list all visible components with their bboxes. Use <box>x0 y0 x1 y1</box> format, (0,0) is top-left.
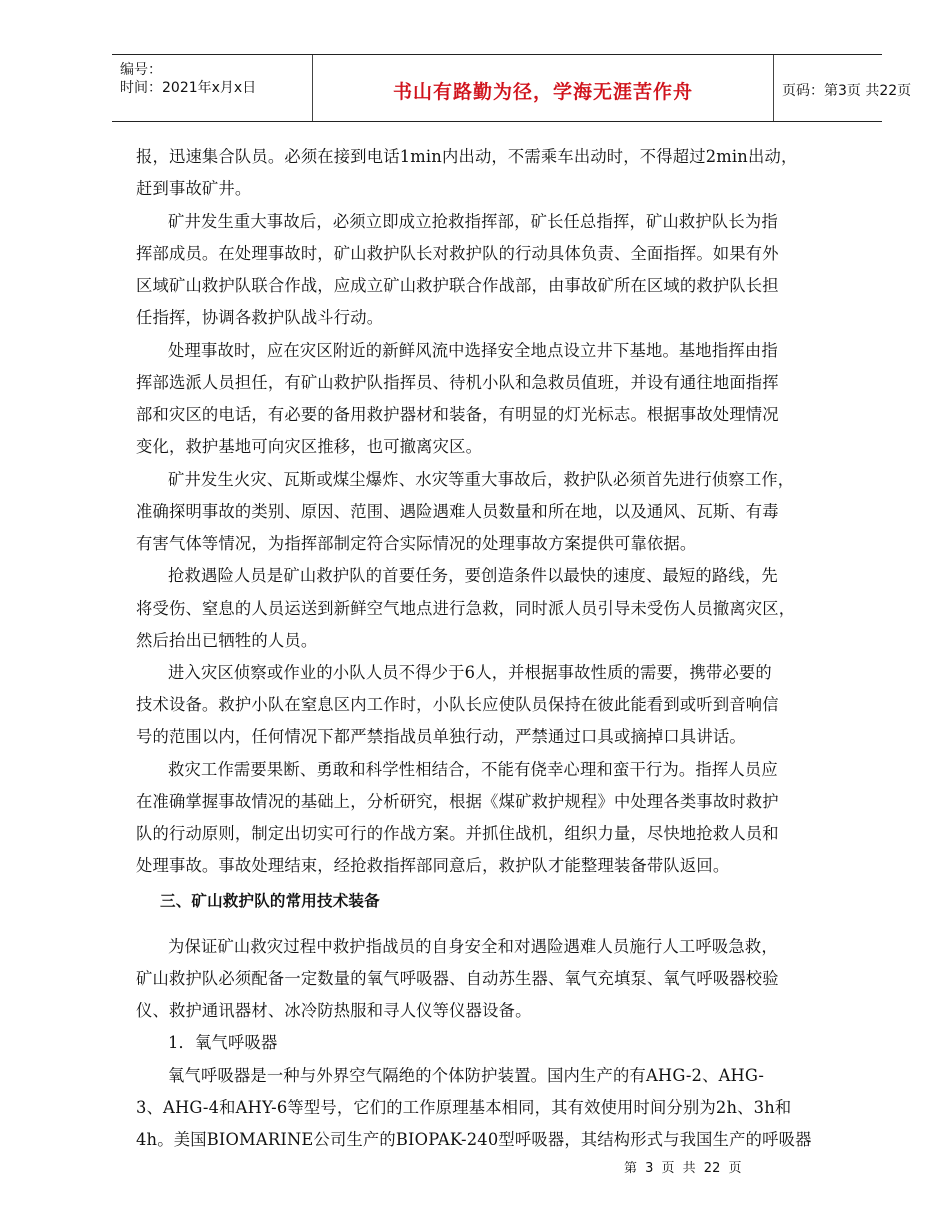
paragraph-start-line: 矿井发生重大事故后，必须立即成立抢救指挥部，矿长任总指挥，矿山救护队长为指 <box>168 212 778 231</box>
document-time-label: 时间：2021年x月x日 <box>120 80 257 96</box>
body-line: 仪、救护通讯器材、冰冷防热服和寻人仪等仪器设备。 <box>136 1001 532 1020</box>
page-footer: 第 3 页 共 22 页 <box>624 1161 742 1176</box>
subsection-heading: 1．氧气呼吸器 <box>168 1033 278 1052</box>
header-meta-cell <box>112 55 312 121</box>
document-number-label: 编号： <box>120 62 162 78</box>
body-line: 准确探明事故的类别、原因、范围、遇险遇难人员数量和所在地，以及通风、瓦斯、有毒 <box>136 502 779 521</box>
body-line: 将受伤、窒息的人员运送到新鲜空气地点进行急救，同时派人员引导未受伤人员撤离灾区， <box>136 599 796 618</box>
body-line: 部和灾区的电话，有必要的备用救护器材和装备，有明显的灯光标志。根据事故处理情况 <box>136 405 779 424</box>
body-line: 号的范围以内，任何情况下都严禁指战员单独行动，严禁通过口具或摘掉口具讲话。 <box>136 727 746 746</box>
body-line: 任指挥，协调各救护队战斗行动。 <box>136 308 384 327</box>
body-line: 变化，救护基地可向灾区推移，也可撤离灾区。 <box>136 437 483 456</box>
body-line: 有害气体等情况，为指挥部制定符合实际情况的处理事故方案提供可靠依据。 <box>136 534 697 553</box>
body-line: 技术设备。救护小队在窒息区内工作时，小队长应使队员保持在彼此能看到或听到音响信 <box>136 695 779 714</box>
header-motto-cell <box>312 55 774 121</box>
body-line: 然后抬出已牺牲的人员。 <box>136 631 318 650</box>
paragraph-start-line: 处理事故时，应在灾区附近的新鲜风流中选择安全地点设立井下基地。基地指挥由指 <box>168 341 778 360</box>
header-page-cell <box>774 55 912 121</box>
body-line: 队的行动原则，制定出切实可行的作战方案。并抓住战机，组织力量，尽快地抢救人员和 <box>136 824 779 843</box>
body-line: 在准确掌握事故情况的基础上，分析研究，根据《煤矿救护规程》中处理各类事故时救护 <box>136 792 779 811</box>
header-page-code: 页码：第3页 共22页 <box>782 83 912 99</box>
body-line: 区域矿山救护队联合作战，应成立矿山救护联合作战部，由事故矿所在区域的救护队长担 <box>136 276 779 295</box>
paragraph-start-line: 矿井发生火灾、瓦斯或煤尘爆炸、水灾等重大事故后，救护队必须首先进行侦察工作， <box>168 470 795 489</box>
body-line: 4h。美国BIOMARINE公司生产的BIOPAK-240型呼吸器，其结构形式与我国生产的呼吸器 <box>136 1130 812 1149</box>
paragraph-start-line: 进入灾区侦察或作业的小队人员不得少于6人，并根据事故性质的需要，携带必要的 <box>168 663 772 682</box>
paragraph-start-line: 抢救遇险人员是矿山救护队的首要任务，要创造条件以最快的速度、最短的路线，先 <box>168 566 778 585</box>
paragraph-start-line: 救灾工作需要果断、勇敢和科学性相结合，不能有侥幸心理和蛮干行为。指挥人员应 <box>168 760 778 779</box>
section-heading: 三、矿山救护队的常用技术装备 <box>160 892 380 910</box>
body-line: 矿山救护队必须配备一定数量的氧气呼吸器、自动苏生器、氧气充填泵、氧气呼吸器校验 <box>136 969 779 988</box>
page-header <box>112 54 912 122</box>
body-line: 报，迅速集合队员。必须在接到电话1min内出动，不需乘车出动时，不得超过2min出动， <box>136 147 798 166</box>
body-line: 赶到事故矿井。 <box>136 179 252 198</box>
paragraph-start-line: 氧气呼吸器是一种与外界空气隔绝的个体防护装置。国内生产的有AHG-2、AHG- <box>168 1066 765 1085</box>
paragraph-start-line: 为保证矿山救灾过程中救护指战员的自身安全和对遇险遇难人员施行人工呼吸急救， <box>168 937 778 956</box>
body-line: 挥部成员。在处理事故时，矿山救护队长对救护队的行动具体负责、全面指挥。如果有外 <box>136 244 779 263</box>
body-line: 挥部选派人员担任，有矿山救护队指挥员、待机小队和急救员值班，并设有通往地面指挥 <box>136 373 779 392</box>
body-line: 3、AHG-4和AHY-6等型号，它们的工作原理基本相同，其有效使用时间分别为2h、3h和 <box>136 1098 792 1117</box>
body-line: 处理事故。事故处理结束，经抢救指挥部同意后，救护队才能整理装备带队返回。 <box>136 856 730 875</box>
header-motto: 书山有路勤为径，学海无涯苦作舟 <box>392 81 693 103</box>
